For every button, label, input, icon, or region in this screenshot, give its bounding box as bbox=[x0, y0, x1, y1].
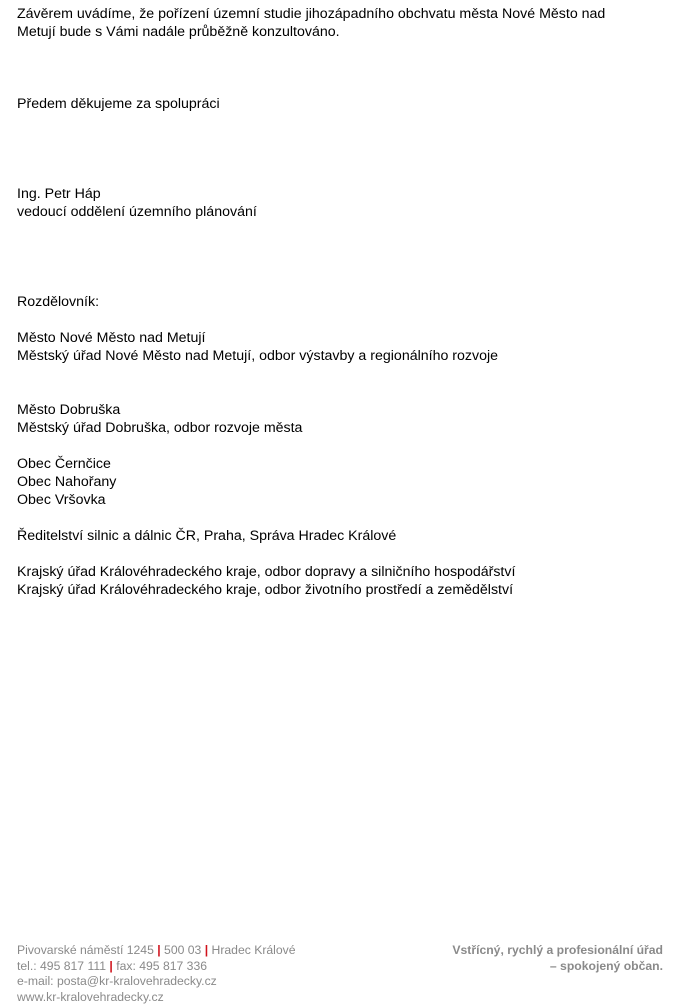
footer-separator: | bbox=[157, 943, 161, 957]
motto-line-2: – spokojený občan. bbox=[549, 958, 663, 973]
distribution-item: Krajský úřad Královéhradeckého kraje, odbor dopravy a silničního hospodářství bbox=[17, 564, 516, 580]
distribution-item: Ředitelství silnic a dálnic ČR, Praha, Správa Hradec Králové bbox=[17, 528, 397, 544]
footer-separator: | bbox=[204, 943, 209, 957]
distribution-item: Město Dobruška bbox=[17, 402, 121, 418]
footer-fax: fax: 495 817 336 bbox=[116, 958, 208, 973]
footer-city: Hradec Králové bbox=[211, 943, 296, 957]
motto-line-1: Vstřícný, rychlý a profesionální úřad bbox=[452, 943, 663, 957]
footer-email: e-mail: posta@kr-kralovehradecky.cz bbox=[17, 974, 217, 988]
footer-contact bbox=[17, 943, 296, 1005]
footer-web: www.kr-kralovehradecky.cz bbox=[17, 989, 164, 1004]
footer-zip: 500 03 bbox=[164, 943, 202, 957]
distribution-item: Město Nové Město nad Metují bbox=[17, 330, 206, 346]
closing-paragraph-line-2: Metují bude s Vámi nadále průběžně konzultováno. bbox=[17, 24, 340, 40]
footer-phone-line bbox=[17, 959, 296, 975]
footer-phone: tel.: 495 817 111 bbox=[17, 958, 106, 973]
footer-address-line bbox=[17, 943, 296, 959]
distribution-item: Městský úřad Nové Město nad Metují, odbor výstavby a regionálního rozvoje bbox=[17, 348, 499, 364]
distribution-heading: Rozdělovník: bbox=[17, 294, 100, 310]
closing-paragraph-line-1: Závěrem uvádíme, že pořízení územní studie jihozápadního obchvatu města Nové Město nad bbox=[17, 6, 606, 22]
signatory-name: Ing. Petr Háp bbox=[17, 186, 101, 202]
thanks-text: Předem děkujeme za spolupráci bbox=[17, 96, 220, 112]
distribution-item: Městský úřad Dobruška, odbor rozvoje města bbox=[17, 420, 303, 436]
footer-motto bbox=[452, 943, 663, 974]
footer-separator: | bbox=[109, 958, 113, 973]
footer-street: Pivovarské náměstí 1245 bbox=[17, 943, 154, 957]
distribution-item: Krajský úřad Královéhradeckého kraje, odbor životního prostředí a zemědělství bbox=[17, 582, 514, 598]
signatory-title: vedoucí oddělení územního plánování bbox=[17, 204, 257, 220]
distribution-item: Obec Černčice bbox=[17, 456, 111, 472]
distribution-item: Obec Nahořany bbox=[17, 474, 117, 490]
distribution-item: Obec Vršovka bbox=[17, 492, 106, 508]
